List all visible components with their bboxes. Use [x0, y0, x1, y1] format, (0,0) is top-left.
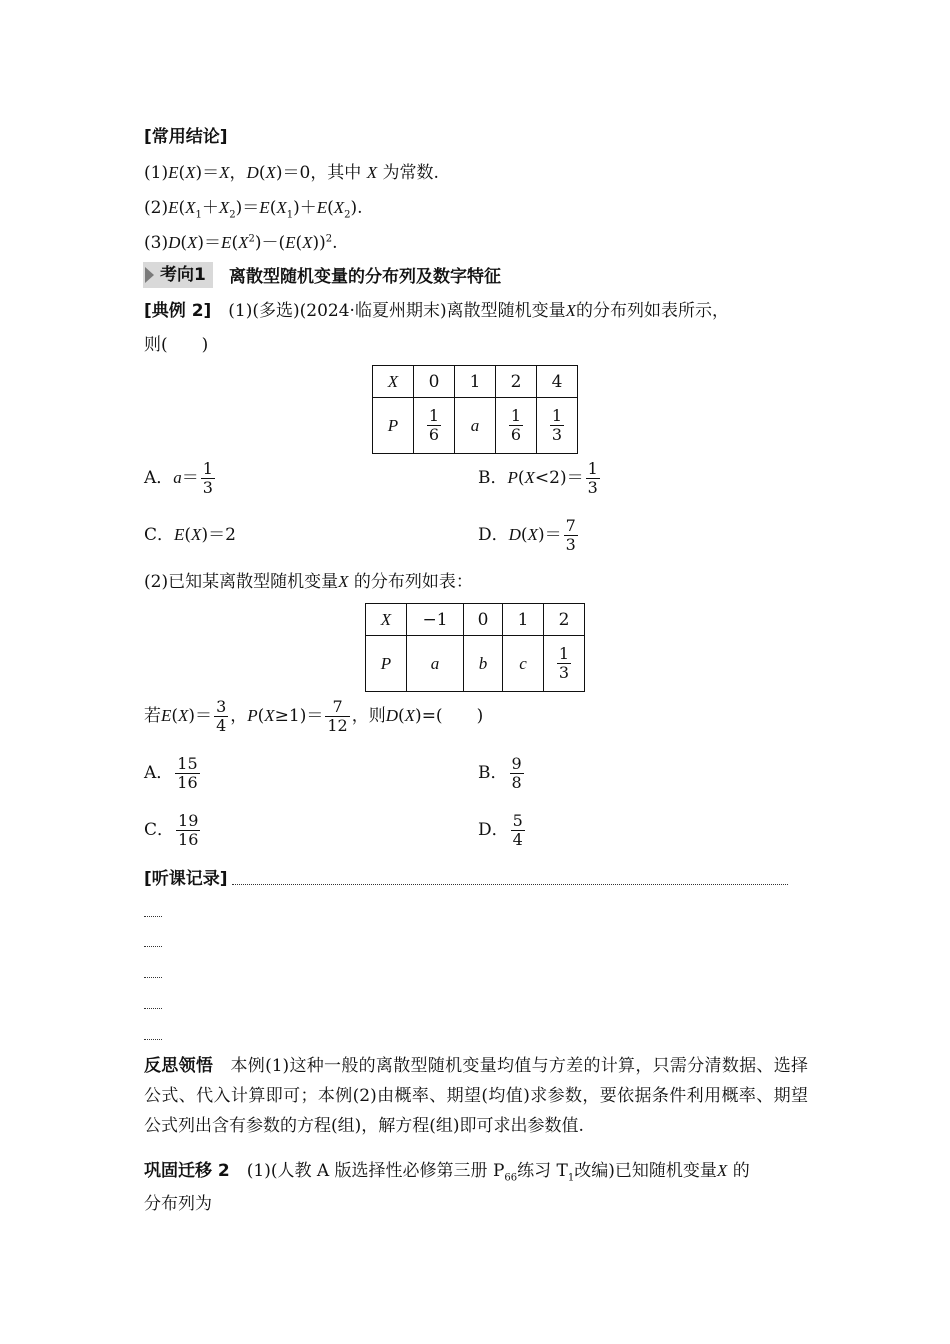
record-line [144, 946, 162, 947]
distribution-table-2 [365, 603, 585, 692]
triangle-marker-icon [145, 267, 154, 283]
option-1-a: A．a＝ $\frac{1}{3}$ [144, 459, 213, 497]
table2-header: 0 [464, 604, 503, 636]
table1-header: 1 [455, 366, 496, 398]
table1-cell: $\frac{1}{6}$ [414, 398, 455, 454]
table2-header: 1 [503, 604, 544, 636]
record-line [232, 884, 788, 885]
record-line [144, 977, 162, 978]
question-2-text: (2)已知某离散型随机变量X 的分布列如表： [144, 572, 473, 592]
table2-row-label: P [366, 636, 407, 692]
practice-line1: 巩固迁移 2 (1)(人教 A 版选择性必修第三册 $P_{66}$练习 $T_1$改编)已知随机变量X 的 [144, 1161, 750, 1184]
table2-cell: b [464, 636, 503, 692]
table1-cell: $\frac{1}{3}$ [537, 398, 578, 454]
table2-cell: a [407, 636, 464, 692]
record-line [144, 916, 162, 917]
option-2-b: B． $\frac{9}{8}$ [478, 754, 522, 792]
record-line [144, 1008, 162, 1009]
practice-line2: 分布列为 [144, 1194, 212, 1214]
table2-cell: c [503, 636, 544, 692]
option-2-c: C． $\frac{19}{16}$ [144, 811, 199, 849]
conclusion-1: (1)E(X)＝X，D(X)＝0，其中 X 为常数. [144, 163, 439, 183]
table1-header: 2 [496, 366, 537, 398]
option-1-b: B．P(X<2)＝ $\frac{1}{3}$ [478, 459, 598, 497]
reflection-paragraph: 反思领悟 本例(1)这种一般的离散型随机变量均值与方差的计算，只需分清数据、选择公式、代入计算即可；本例(2)由概率、期望(均值)求参数，要依据条件利用概率、期望公式列出含有参数的方程(组)，解方程(组)即可求出参数值. [144, 1056, 808, 1136]
record-label: [听课记录] [144, 869, 228, 889]
table1-header: 0 [414, 366, 455, 398]
question-2-condition: 若E(X)＝ $\frac{3}{4}$ ，P(X≥1)＝ $\frac{7}{12}$ ，则D(X)=( ) [144, 697, 484, 735]
table2-cell: $\frac{1}{3}$ [544, 636, 585, 692]
conclusions-title: [常用结论] [144, 127, 228, 147]
example-line1: [典例 2] (1)(多选)(2024·临夏州期末)离散型随机变量X的分布列如表所示， [144, 301, 729, 321]
record-line [144, 1039, 162, 1040]
conclusion-2: $(2)E(X_1+X_2)=E(X_1)+E(X_2)$. [144, 198, 363, 221]
option-2-a: A． $\frac{15}{16}$ [144, 754, 198, 792]
option-2-d: D． $\frac{5}{4}$ [478, 811, 523, 849]
option-1-d: D．D(X)＝ $\frac{7}{3}$ [478, 516, 576, 554]
conclusion-3: $(3)D(X)=E(X^2)-(E(X))^2$. [144, 233, 338, 253]
kaoxiang-title: 离散型随机变量的分布列及数字特征 [229, 267, 501, 287]
table2-header: −1 [407, 604, 464, 636]
table1-header: X [373, 366, 414, 398]
table1-cell: a [455, 398, 496, 454]
example-line2: 则( ) [144, 335, 209, 355]
table2-header: X [366, 604, 407, 636]
distribution-table-1 [372, 365, 578, 454]
option-1-c: C．E(X)＝2 [144, 525, 236, 545]
table2-header: 2 [544, 604, 585, 636]
table1-row-label: P [373, 398, 414, 454]
table1-cell: $\frac{1}{6}$ [496, 398, 537, 454]
table1-header: 4 [537, 366, 578, 398]
kaoxiang-label: 考向1 [160, 265, 206, 285]
